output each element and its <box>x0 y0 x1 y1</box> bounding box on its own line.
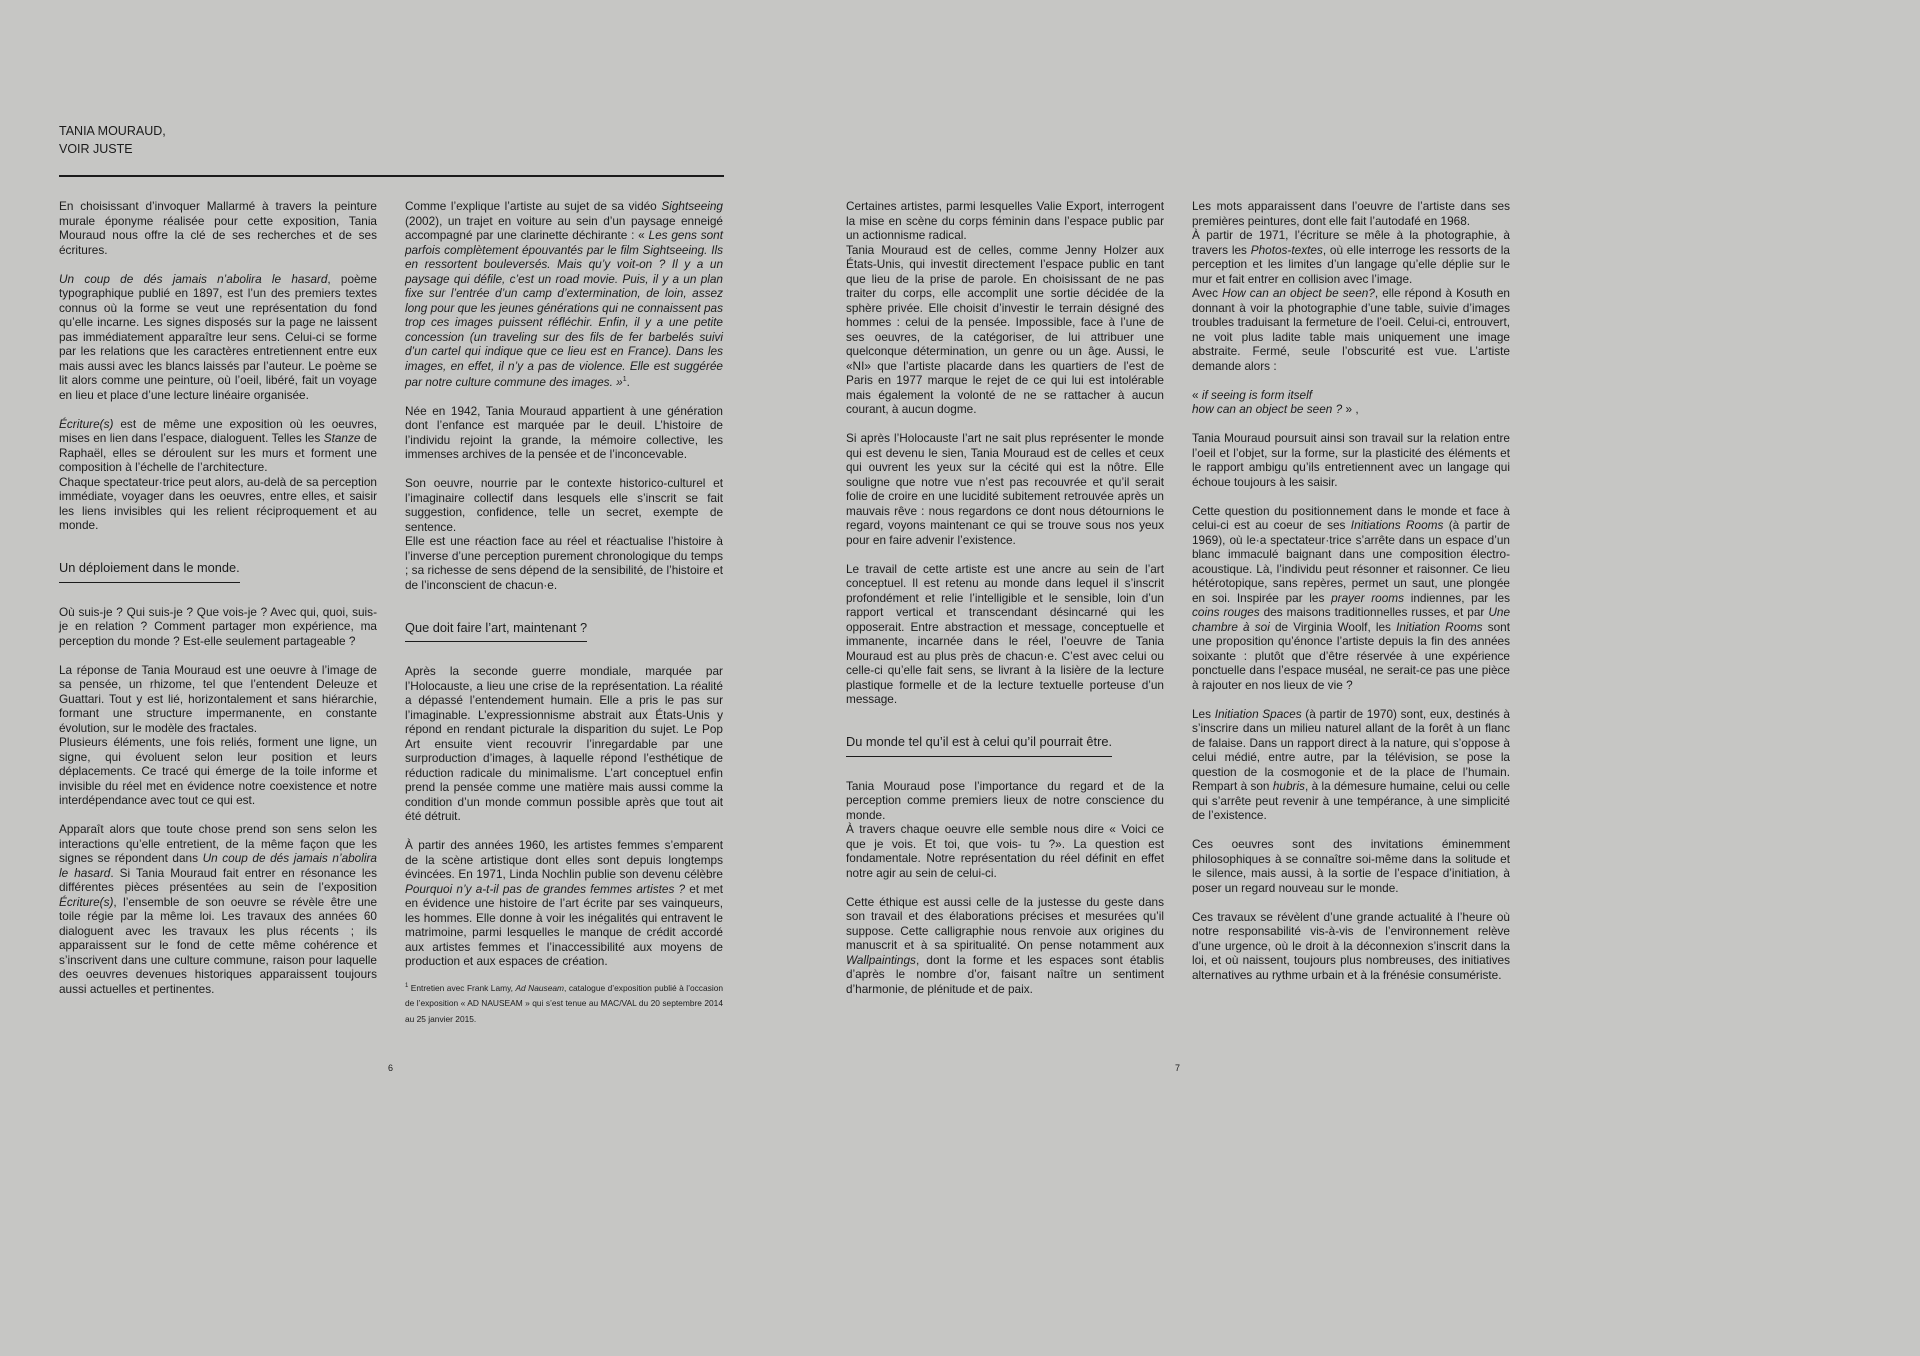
italic-title: Initiations Rooms <box>1350 518 1444 532</box>
paragraph: Ces travaux se révèlent d’une grande actualité à l’heure où notre responsabilité vis-à-vis de l’environnement relève d’une urgence, où le droit à la déconnexion s’inscrit dans la loi, et où naissent, toujours plus nombreuses, des initiatives alternatives au rythme urbain et à la frénésie consumériste. <box>1192 909 1510 982</box>
text-run: (2002), un trajet en voiture au sein d’un paysage enneigé accompagné par une clarinette déchirante : « <box>405 213 723 242</box>
text-run: Cette question du positionnement dans le monde et face à celui-ci est au coeur de ses <box>1192 503 1510 532</box>
text-run: » , <box>1342 402 1359 416</box>
paragraph <box>1192 286 1510 373</box>
column-3 <box>846 199 1164 1011</box>
text-run: est de même une exposition où les oeuvres, mises en lien dans l’espace, dialoguent. Telles les <box>59 416 377 445</box>
paragraph: Tania Mouraud est de celles, comme Jenny Holzer aux États-Unis, qui investit directement l’espace public en tant que lieu de la prise de parole. En choisissant de ne pas traiter du corps, elle accomplit une sortie décidée de la sphère privée. Elle choisit d’investir le terrain désigné des hommes : celui de la pensée. Impossible, face à l’une de ses oeuvres, de la catégoriser, de lui attribuer une quelconque détermination, un genre ou un âge. Aussi, le «NI» que l’artiste placarde dans les quartiers de l’est de Paris en 1977 marque le rejet de ce qui lui est intolérable mais également la volonté de ne se rattacher à aucun courant, à aucun dogme. <box>846 242 1164 416</box>
paragraph: Elle est une réaction face au réel et réactualise l’histoire à l’inverse d’une perception purement chronologique du temps ; sa richesse de sens dépend de la sensibilité, de l’histoire et de l’inconscient de chacun·e. <box>405 534 723 592</box>
italic-title: Initiation Spaces <box>1214 706 1302 721</box>
text-run: À partir de 1971, l’écriture se mêle à la photographie, à travers les <box>1192 228 1510 257</box>
italic-title: Wallpaintings <box>846 952 916 967</box>
paragraph <box>59 417 377 475</box>
text-run: . Si Tania Mouraud fait entrer en résonance les différentes pièces présentées au sein de l’exposition <box>59 865 378 894</box>
text-run: , dont la forme et les espaces sont établis d’après le nombre d’or, faisant naître un sentiment d’harmonie, de plénitude et de paix. <box>846 952 1164 996</box>
title-divider <box>59 175 724 177</box>
italic-title: Un coup de dés jamais n’abolira le hasard <box>59 851 377 880</box>
text-run: , l’ensemble de son oeuvre se révèle être une toile régie par la même loi. Les travaux des années 60 dialoguent avec les travaux les plus récents ; ils apparaissent sur le fond de cette même cohérence et s’inscrivent dans une culture commune, raison pour laquelle des oeuvres devenues historiques apparaissent toujours aussi actuelles et pertinentes. <box>59 894 377 996</box>
paragraph: Après la seconde guerre mondiale, marquée par l’Holocauste, a lieu une crise de la représentation. La réalité a dépassé l’entendement humain. Elle a pris le pas sur l’imaginable. L’expressionnisme abstrait aux États-Unis y répond en rendant picturale la disparition du sujet. Le Pop Art ensuite vient recouvrir l’inregardable par une surproduction d’images, à laquelle répond l’esthétique de réduction radicale du minimalisme. L’art conceptuel enfin prend la pensée comme une matière mais aussi comme la condition d’un monde commun possible après que tout ait été détruit. <box>405 664 723 824</box>
paragraph <box>846 895 1164 997</box>
paragraph <box>59 272 377 403</box>
italic-title: prayer rooms <box>1331 590 1404 605</box>
quote: Les gens sont parfois complètement épouvantés par le film Sightseeing. Ils en ressortent bouleversés. Mais qu’y voit-on ? Il y a un paysage qui défile, c’est un road movie. Puis, il y a un plan fixe sur l’entrée d’un camp d’extermination, de loin, assez long pour que les jeunes générations qui ne connaissent pas trop ces images puissent réfléchir. Enfin, il y a une petite concession (un traveling sur des fils de fer barbelés suivi d’un cartel qui indique que ce lieu est en France). Dans les images, en effet, il n’y a pas de violence. Elle est suggérée par notre culture commune des images. » <box>405 228 723 389</box>
text-run: (à partir de 1969), où le·a spectateur·trice s’arrête dans un espace d’un blanc immaculé baignant dans une composition électro-acoustique. Là, l’individu peut résonner et raisonner. Ce lieu hétérotopique, sans repères, permet un saut, une plongée en soi. Inspirée par les <box>1192 518 1510 605</box>
page-number-left: 6 <box>388 1063 394 1073</box>
page-title <box>59 122 166 158</box>
italic-title: coins rouges <box>1192 605 1260 619</box>
paragraph: À travers chaque oeuvre elle semble nous dire « Voici ce que je vois. Et toi, que vois- tu ?». La question est fondamentale. Notre représentation du réel définit en effet notre agir au sein de celui-ci. <box>846 822 1164 880</box>
section-heading: Que doit faire l’art, maintenant ? <box>405 621 587 643</box>
paragraph: Son oeuvre, nourrie par le contexte historico-culturel et l’imaginaire collectif dans lesquels elle s’inscrit se fait suggestion, confidence, telle un secret, exempte de sentence. <box>405 476 723 534</box>
paragraph: Le travail de cette artiste est une ancre au sein de l’art conceptuel. Il est retenu au monde dans lequel il s’inscrit profondément et relie l’intelligible et le sensible, loin d’un rapport vertical et transcendant désincarné qui les opposerait. Entre abstraction et message, conceptuelle et immanente, incarnée dans le réel, l’oeuvre de Tania Mouraud est au plus près de chacun·e. C’est avec celui ou celle-ci qu’elle fait sens, se livrant à la lisière de la lecture plastique formelle et de la lecture textuelle porteuse d’un message. <box>846 561 1164 706</box>
text-run: Entretien avec Frank Lamy, <box>408 982 516 993</box>
text-run: indiennes, par les <box>1404 590 1511 605</box>
title-line-1: TANIA MOURAUD, <box>59 124 166 138</box>
italic-title: Ad Nauseam <box>515 982 565 993</box>
footnote-number: 1 <box>405 982 409 989</box>
text-run: Apparaît alors que toute chose prend son sens selon les interactions qu’elle entretient, de la même façon que les signes se répondent dans <box>59 822 377 865</box>
paragraph <box>1192 228 1510 286</box>
text-run: , à la démesure humaine, celui ou celle qui s’arrête peut revenir à une tempérance, à une simplicité de l’existence. <box>1192 779 1510 822</box>
paragraph <box>405 838 723 969</box>
text-run: . <box>626 374 630 389</box>
text-run: Comme l’explique l’artiste au sujet de sa vidéo <box>405 199 662 213</box>
text-run: de Raphaël, elles se déroulent sur les murs et forment une composition à l’échelle de l’architecture. <box>59 431 377 474</box>
paragraph: Certaines artistes, parmi lesquelles Valie Export, interrogent la mise en scène du corps féminin dans l’espace public par un actionnisme radical. <box>846 199 1164 242</box>
paragraph: Plusieurs éléments, une fois reliés, forment une ligne, un signe, qui évoluent selon leur position et leurs déplacements. Ce tracé qui émerge de la toile informe et invisible du réel met en évidence notre coexistence et notre interdépendance avec tout ce qui est. <box>59 735 377 807</box>
page-number-right: 7 <box>1175 1063 1181 1073</box>
paragraph: La réponse de Tania Mouraud est une oeuvre à l’image de sa pensée, un rhizome, tel que l’entendent Deleuze et Guattari. Tout y est lié, horizontalement et sans hiérarchie, formant une structure impermanente, en constante évolution, sur le modèle des fractales. <box>59 662 377 735</box>
text-run: « <box>1192 387 1202 402</box>
paragraph: Les mots apparaissent dans l’oeuvre de l’artiste dans ses premières peintures, dont elle fait l’autodafé en 1968. <box>1192 199 1510 228</box>
text-run: Cette éthique est aussi celle de la justesse du geste dans son travail et des élaborations précises et mesurées qu’il suppose. Cette calligraphie nous renvoie aux origines du manuscrit et à sa spiritualité. On pense notamment aux <box>846 894 1164 952</box>
quote: how can an object be seen ? <box>1192 402 1343 416</box>
text-run: (à partir de 1970) sont, eux, destinés à s’inscrire dans un milieu naturel allant de la forêt à un flanc de falaise. Dans un rapport direct à la nature, qui s’oppose à celui médié, entre autre, par la télévision, se pose la question de la cosmogonie et de la place de l’humain. Rempart à son <box>1192 706 1510 793</box>
italic-title: Initiation Rooms <box>1396 619 1483 634</box>
paragraph <box>1192 504 1510 693</box>
text-run: Avec <box>1192 286 1223 300</box>
text-run: et met en évidence une histoire de l’art écrite par ses vainqueurs, les hommes. Elle donne à voir les inégalités qui entravent le matrimoine, parmi lesquelles le manque de crédit accordé aux artistes femmes et l’inaccessibilité aux moyens de production et aux espaces de création. <box>405 881 723 969</box>
paragraph: Ces oeuvres sont des invitations éminemment philosophiques à se connaître soi-même dans la solitude et le silence, mais aussi, à la sortie de l’espace d’initiation, à poser un regard nouveau sur le monde. <box>1192 837 1510 895</box>
italic-title: Écriture(s) <box>59 416 114 431</box>
column-4 <box>1192 199 1510 997</box>
italic-title: Un coup de dés jamais n’abolira le hasard <box>59 271 328 286</box>
footnote <box>405 979 723 1027</box>
quote: if seeing is form itself <box>1201 387 1312 402</box>
paragraph <box>405 199 723 389</box>
paragraph: Tania Mouraud poursuit ainsi son travail sur la relation entre l’oeil et l’objet, sur la forme, sur la plasticité des éléments et le rapport ambigu qu’ils entretiennent avec un langage qui échoue toujours à les saisir. <box>1192 431 1510 489</box>
paragraph: Si après l’Holocauste l’art ne sait plus représenter le monde qui est devenu le sien, Tania Mouraud est de celles et ceux qui ouvrent les yeux sur la cécité qui est la nôtre. Elle souligne que notre vue n’est pas recouvrée et qu’il serait folie de croire en une lucidité subitement retrouvée après un mauvais rêve : nous regardons ce dont nous détournions le regard, voyons maintenant ce qui se trouve sous nos yeux pour en faire advenir l’existence. <box>846 431 1164 547</box>
paragraph <box>59 822 377 996</box>
title-line-2: VOIR JUSTE <box>59 142 133 156</box>
paragraph <box>1192 707 1510 823</box>
paragraph: En choisissant d’invoquer Mallarmé à travers la peinture murale éponyme réalisée pour cette exposition, Tania Mouraud nous offre la clé de ses recherches et de ses écritures. <box>59 199 377 257</box>
section-heading: Un déploiement dans le monde. <box>59 561 240 583</box>
paragraph: Chaque spectateur·trice peut alors, au-delà de sa perception immédiate, voyager dans les oeuvres, entre elles, et saisir les liens invisibles qui les relient réciproquement et au monde. <box>59 474 377 532</box>
text-run: de Virginia Woolf, les <box>1269 619 1397 634</box>
column-2 <box>405 199 723 1042</box>
text-run: , poème typographique publié en 1897, est l’un des premiers textes connus où la forme se veut une représentation du fond qu’elle incarne. Les signes disposés sur la page ne laissent pas immédiatement apparaître leur sens. Celui-ci se forme par les relations que les caractères entretiennent entre eux mais aussi avec les blancs laissés par l’auteur. Le poème se lit alors comme une peinture, où l’oeil, libéré, fait un voyage en lieu et place d’une lecture linéaire organisée. <box>59 271 377 402</box>
italic-title: Pourquoi n’y a-t-il pas de grandes femmes artistes ? <box>405 881 686 896</box>
text-run: sont une proposition qu’énonce l’artiste depuis la fin des années soixante : plutôt que d’être réservée à une expérience ponctuelle dans l’espace muséal, ne serait-ce pas une pièce à rajouter en nos lieux de vie ? <box>1192 619 1510 692</box>
italic-title: Une chambre à soi <box>1192 605 1511 634</box>
text-run: À partir des années 1960, les artistes femmes s’emparent de la scène artistique dont elles sont depuis longtemps évincées. En 1971, Linda Nochlin publie son devenu célèbre <box>405 838 723 882</box>
italic-title: How can an object be seen? <box>1222 286 1375 300</box>
footnote-ref: 1 <box>622 376 627 383</box>
quote-block <box>1192 388 1510 417</box>
text-run: , catalogue d’exposition publié à l’occasion de l’exposition « AD NAUSEAM » qui s’est tenue au MAC/VAL du 20 septembre 2014 au 25 janvier 2015. <box>405 982 724 1024</box>
italic-title: Stanze <box>323 431 361 445</box>
text-run: des maisons traditionnelles russes, et par <box>1259 605 1489 619</box>
italic-title: Photos-textes <box>1250 242 1323 257</box>
text-run: , elle répond à Kosuth en donnant à voir la photographie d’une table, suivie d’images troubles traduisant la fermeture de l’oeil. Celui-ci, entrouvert, ne voit plus ladite table mais uniquement une image abstraite. Fermé, seule l’obscurité est vue. L’artiste demande alors : <box>1192 286 1510 373</box>
paragraph: Née en 1942, Tania Mouraud appartient à une génération dont l’enfance est marquée par le deuil. L’histoire de l’individu rejoint la grande, la mémoire collective, les immenses archives de la pensée et de l’inconcevable. <box>405 403 723 462</box>
text-run: , où elle interroge les ressorts de la perception et les limites d’un langage qu’elle déplie sur le mur et fait entrer en collision avec l’image. <box>1192 242 1510 286</box>
text-run: Les <box>1192 706 1215 721</box>
italic-title: hubris <box>1272 779 1305 793</box>
paragraph: Tania Mouraud pose l’importance du regard et de la perception comme premiers lieux de notre conscience du monde. <box>846 778 1164 822</box>
italic-title: Écriture(s) <box>59 894 114 909</box>
paragraph: Où suis-je ? Qui suis-je ? Que vois-je ? Avec qui, quoi, suis-je en relation ? Comment partager mon expérience, ma perception du monde ? Est-elle seulement partageable ? <box>59 604 377 648</box>
section-heading: Du monde tel qu’il est à celui qu’il pourrait être. <box>846 735 1112 757</box>
column-1 <box>59 199 377 1011</box>
italic-title: Sightseeing <box>661 199 723 213</box>
